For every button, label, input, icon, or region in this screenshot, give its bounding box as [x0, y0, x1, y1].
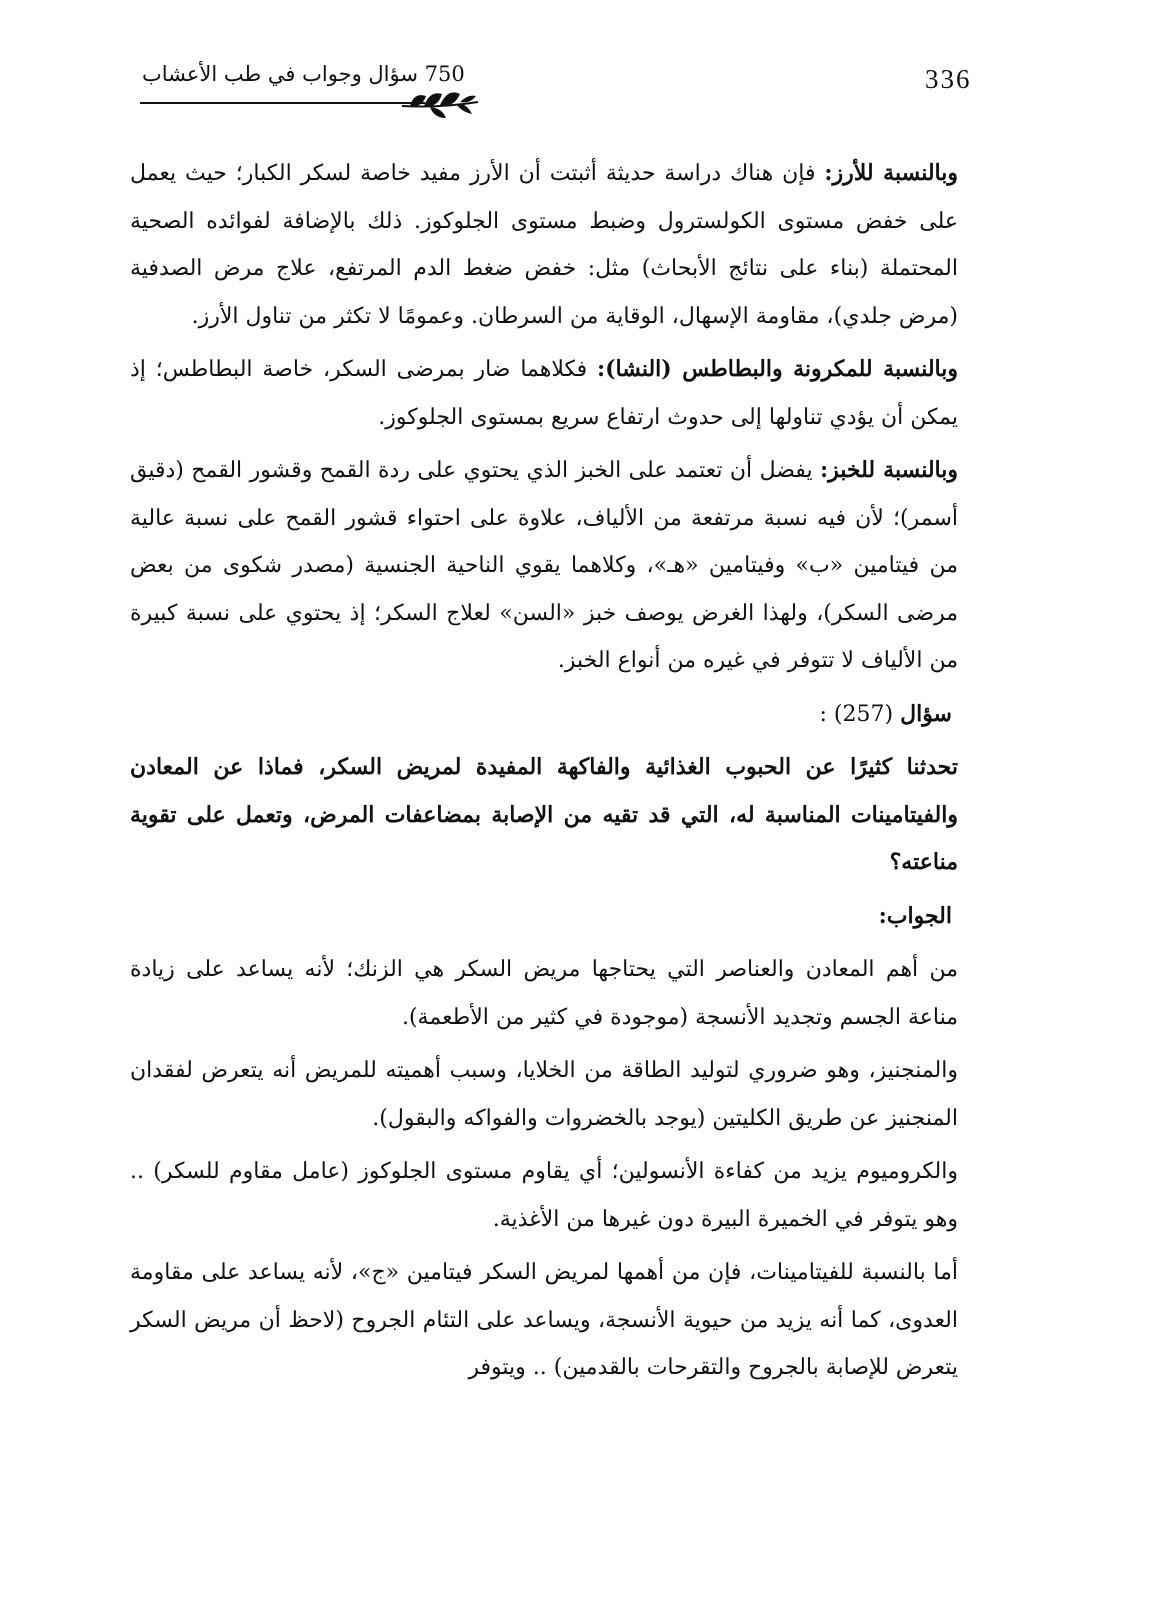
- paragraph-manganese: والمنجنيز، وهو ضروري لتوليد الطاقة من الخلايا، وسبب أهميته للمريض أنه يتعرض لفقدان المنجنيز عن طريق الكليتين (يوجد بالخضروات والفواكه والبقول).: [130, 1058, 958, 1131]
- page-body: [130, 150, 958, 1398]
- question-text: تحدثنا كثيرًا عن الحبوب الغذائية والفاكهة المفيدة لمريض السكر، فماذا عن المعادن والفيتامينات المناسبة له، التي قد تقيه من الإصابة بمضاعفات المرض، وتعمل على تقوية مناعته؟: [130, 754, 958, 875]
- paragraph-vitamins: أما بالنسبة للفيتامينات، فإن من أهمها لمريض السكر فيتامين «ج»، لأنه يساعد على مقاومة العدوى، كما أنه يزيد من حيوية الأنسجة، ويساعد على التئام الجروح (لاحظ أن مريض السكر يتعرض للإصابة بالجروح والتقرحات بالقدمين) .. ويتوفر: [130, 1260, 958, 1380]
- page-number: 336: [925, 64, 972, 94]
- leaf-ornament-icon: [400, 86, 480, 120]
- paragraph-pasta-potatoes: [130, 346, 958, 441]
- paragraph-zinc: من أهم المعادن والعناصر التي يحتاجها مريض السكر هي الزنك؛ لأنه يساعد على زيادة مناعة الجسم وتجديد الأنسجة (موجودة في كثير من الأطعمة).: [130, 957, 958, 1030]
- paragraph-lead: وبالنسبة للخبز:: [819, 457, 958, 483]
- answer-label: الجواب:: [878, 902, 952, 929]
- question-label: سؤال: [900, 700, 952, 727]
- question-heading: [130, 691, 958, 739]
- paragraph-lead: وبالنسبة للمكرونة والبطاطس (النشا):: [596, 356, 958, 382]
- paragraph-bread: [130, 447, 958, 685]
- running-head-title: 750 سؤال وجواب في طب الأعشاب: [142, 62, 465, 86]
- paragraph-chromium: والكروميوم يزيد من كفاءة الأنسولين؛ أي يقاوم مستوى الجلوكوز (عامل مقاوم للسكر) .. وهو يتوفر في الخميرة البيرة دون غيرها من الأغذية.: [130, 1159, 958, 1232]
- paragraph-lead: وبالنسبة للأرز:: [824, 160, 958, 186]
- paragraph-rice: [130, 150, 958, 340]
- paragraph-text: فكلاهما ضار بمرضى السكر، خاصة البطاطس؛ إذ يمكن أن يؤدي تناولها إلى حدوث ارتفاع سريع بمستوى الجلوكوز.: [130, 357, 958, 430]
- page-header: [130, 56, 1010, 126]
- question-number: (257) :: [819, 701, 894, 727]
- answer-heading: [130, 893, 958, 941]
- paragraph-text: فإن هناك دراسة حديثة أثبتت أن الأرز مفيد خاصة لسكر الكبار؛ حيث يعمل على خفض مستوى الكولسترول وضبط مستوى الجلوكوز. ذلك بالإضافة لفوائده الصحية المحتملة (بناء على نتائج الأبحاث) مثل: خفض ضغط الدم المرتفع، علاج مرض الصدفية (مرض جلدي)، مقاومة الإسهال، الوقاية من السرطان. وعمومًا لا تكثر من تناول الأرز.: [130, 161, 958, 329]
- paragraph-text: يفضل أن تعتمد على الخبز الذي يحتوي على ردة القمح وقشور القمح (دقيق أسمر)؛ لأن فيه نسبة مرتفعة من الألياف، علاوة على احتواء قشور القمح على نسبة عالية من فيتامين «ب» وفيتامين «هـ»، وكلاهما يقوي الناحية الجنسية (مصدر شكوى من بعض مرضى السكر)، ولهذا الغرض يوصف خبز «السن» لعلاج السكر؛ إذ يحتوي على نسبة كبيرة من الألياف لا تتوفر في غيره من أنواع الخبز.: [130, 458, 958, 673]
- header-rule: [140, 102, 425, 104]
